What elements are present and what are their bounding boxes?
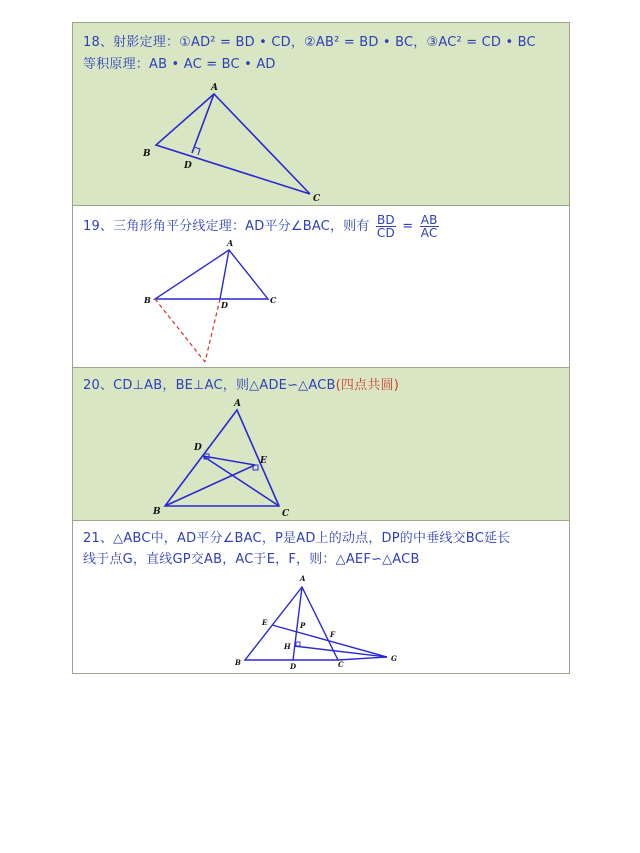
label-a: A (227, 238, 234, 248)
label-b: B (143, 149, 151, 159)
label-a: A (234, 399, 241, 409)
label-b: B (153, 507, 161, 517)
item-20-similar-triangles (73, 368, 569, 521)
label-b: B (235, 658, 241, 667)
item-20-text: 20、CD⊥AB，BE⊥AC，则△ADE∽△ACB (83, 378, 336, 393)
label-d: D (290, 662, 297, 671)
label-e: E (260, 456, 267, 466)
item-20-note: (四点共圆) (335, 378, 399, 393)
item-18-figure (73, 23, 569, 206)
item-18-line-2: 等积原理：AB • AC = BC • AD (83, 57, 276, 72)
fraction-bd-cd: $\frac{BD}{CD}$ (376, 213, 395, 240)
extension-bc (338, 657, 387, 660)
label-c: C (313, 194, 321, 204)
label-h: H (284, 642, 291, 651)
item-19-figure (73, 206, 569, 368)
item-21-line-2: 线于点G，直线GP交AB，AC于E，F，则：△AEF∽△ACB (83, 552, 420, 567)
item-18-projection-theorem (73, 23, 569, 206)
triangle-abc (156, 94, 310, 194)
right-angle-mark (194, 147, 200, 155)
item-21-line-1: 21、△ABC中，AD平分∠BAC，P是AD上的动点，DP的中垂线交BC延长 (83, 531, 511, 546)
item-20-figure (73, 368, 569, 521)
theorem-sheet (72, 22, 570, 674)
fraction-ab-ac: $\frac{AB}{AC}$ (420, 213, 438, 240)
label-d: D (221, 300, 228, 310)
item-18-line-1: 18、射影定理：①AD² = BD • CD，②AB² = BD • BC，③AC² = CD • BC (83, 35, 536, 50)
perpendicular-bisector-hg (294, 646, 387, 657)
dashed-extension-b (155, 299, 205, 362)
label-a: A (300, 574, 306, 583)
right-angle-mark-h (296, 642, 300, 646)
item-21-similar-triangles (73, 521, 569, 673)
label-b: B (144, 295, 151, 305)
item-21-figure (73, 521, 569, 673)
label-c: C (338, 660, 344, 669)
label-d: D (194, 443, 202, 453)
item-19-angle-bisector-theorem (73, 206, 569, 368)
label-g: G (391, 654, 397, 663)
item-19-text: 19、三角形角平分线定理：AD平分∠BAC，则有 (83, 219, 370, 234)
label-c: C (282, 509, 290, 519)
bisector-ad (220, 250, 229, 299)
label-f: F (330, 630, 335, 639)
dashed-extension-d (205, 299, 220, 362)
label-c: C (270, 295, 277, 305)
equals-sign: = (402, 219, 414, 234)
label-d: D (184, 161, 192, 171)
triangle-abc (155, 250, 268, 299)
label-p: P (300, 621, 306, 630)
altitude-be (165, 465, 255, 506)
label-a: A (211, 83, 218, 93)
label-e: E (262, 618, 268, 627)
